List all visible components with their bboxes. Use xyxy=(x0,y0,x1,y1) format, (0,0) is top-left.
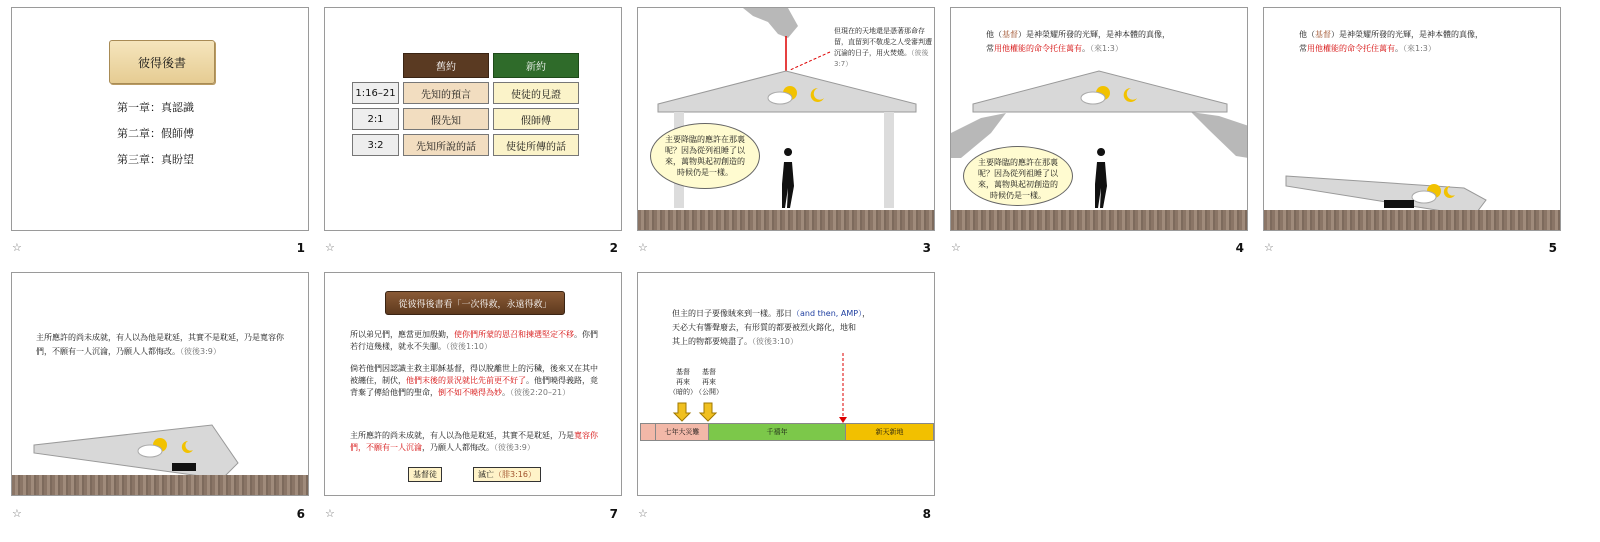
christ-text: 基督 xyxy=(1002,30,1018,39)
chapter-3: 第三章：真盼望 xyxy=(117,153,194,166)
cloud-icon xyxy=(138,445,162,457)
text-part: 他（ xyxy=(1299,30,1315,39)
collapsed-roof-illustration xyxy=(12,273,309,496)
text-part: 。 xyxy=(1082,44,1090,53)
event-line: 再來 xyxy=(702,378,716,386)
verse-ref: （彼後3:9） xyxy=(180,347,221,356)
ground xyxy=(1264,210,1560,230)
text-part: 他（ xyxy=(986,30,1002,39)
row-new: 使徒所傳的話 xyxy=(493,134,579,156)
row-new: 假師傅 xyxy=(493,108,579,130)
row-ref: 3:2 xyxy=(352,134,399,156)
header-old-testament xyxy=(403,53,489,78)
transition-star-icon[interactable]: ☆ xyxy=(12,507,22,520)
crushed-figure-icon xyxy=(1384,200,1414,208)
slide-number: 8 xyxy=(922,507,931,521)
text-part: 。 xyxy=(1395,44,1403,53)
fallen-roof-slab xyxy=(34,425,238,479)
pillar-right xyxy=(884,112,894,208)
down-arrow-icon xyxy=(674,403,690,421)
pointer-arrow xyxy=(790,52,830,70)
transition-star-icon[interactable]: ☆ xyxy=(951,241,961,254)
cloud-icon xyxy=(1412,191,1436,203)
paragraph-1 xyxy=(350,329,600,353)
slide-8-thumbnail[interactable] xyxy=(637,272,935,496)
text-part: 所以弟兄們，應當更加殷勤， xyxy=(350,330,454,339)
event-line: （暗的） xyxy=(669,388,697,396)
text-part: 。 xyxy=(502,388,510,397)
slide-number: 1 xyxy=(296,241,305,255)
row-old: 先知的預言 xyxy=(403,82,489,104)
row-new: 使徒的見證 xyxy=(493,82,579,104)
row-old: 假先知 xyxy=(403,108,489,130)
tag-perish xyxy=(473,467,541,482)
right-hand-icon xyxy=(1191,112,1248,158)
event-line: （公開） xyxy=(695,388,723,396)
text-part: ，乃願人人都悔改。 xyxy=(422,443,494,452)
text-part: 但主的日子要像賊來到一樣。那日 xyxy=(672,309,792,318)
slide-1-thumbnail[interactable] xyxy=(11,7,309,231)
title-scroll xyxy=(109,40,215,84)
event-line: 基督 xyxy=(676,368,690,376)
verse-ref: （彼後1:10） xyxy=(446,342,492,351)
timeline-bar xyxy=(640,423,934,441)
text-part: ， xyxy=(862,309,871,318)
ground xyxy=(12,475,308,495)
transition-star-icon[interactable]: ☆ xyxy=(638,241,648,254)
header-new-label: 新約 xyxy=(526,62,546,73)
man-silhouette-icon xyxy=(1095,148,1107,208)
hand-icon xyxy=(743,8,798,38)
slide-4-thumbnail[interactable] xyxy=(950,7,1248,231)
title-banner: 從彼得後書看「一次得救，永遠得救」 xyxy=(385,291,565,315)
chapter-2: 第二章：假師傅 xyxy=(117,127,194,140)
paragraph-3 xyxy=(350,430,600,454)
text-part: ）是神榮耀所發的光輝，是神本體的真像， xyxy=(1331,30,1483,39)
verse-body: 主所應許的尚未成就，有人以為他是耽延，其實不是耽延，乃是寬容你們，不願有一人沉淪，乃願人人都悔改。 xyxy=(36,333,284,356)
slide-number: 2 xyxy=(609,241,618,255)
cloud-icon xyxy=(768,92,792,104)
slide-number: 5 xyxy=(1548,241,1557,255)
ground xyxy=(638,210,934,230)
quote-text: 但現在的天地還是憑著那命存留，直留到不敬虔之人受審判遭沉淪的日子，用火焚燒。 xyxy=(834,27,932,57)
slide-6-thumbnail[interactable] xyxy=(11,272,309,496)
slide-5-thumbnail[interactable] xyxy=(1263,7,1561,231)
transition-star-icon[interactable]: ☆ xyxy=(638,507,648,520)
slide-number: 3 xyxy=(922,241,931,255)
text-part: 其上的物都要燒盡了。 xyxy=(672,337,752,346)
header-old-label: 舊約 xyxy=(436,62,456,73)
verse-ref: （來1:3） xyxy=(1403,44,1436,53)
slide-3-thumbnail[interactable] xyxy=(637,7,935,231)
cloud-icon xyxy=(1081,92,1105,104)
text-part: 常 xyxy=(1299,44,1307,53)
chapter-1: 第一章：真認識 xyxy=(117,101,194,114)
header-new-testament xyxy=(493,53,579,78)
row-ref: 2:1 xyxy=(352,108,399,130)
segment-tribulation: 七年大災難 xyxy=(656,424,709,440)
man-silhouette-icon xyxy=(782,148,794,208)
text-part: 倘若他們因認識主救主耶穌基督，得以脫離世上的污穢，後來又在其中被纏住，制伏， xyxy=(350,364,598,385)
highlight-text: 用他權能的命令托住萬有 xyxy=(994,44,1082,53)
text-part: 。你們若行這幾樣，就永不失腳。 xyxy=(350,330,598,351)
transition-star-icon[interactable]: ☆ xyxy=(12,241,22,254)
transition-star-icon[interactable]: ☆ xyxy=(325,507,335,520)
verse-ref: （來1:3） xyxy=(1090,44,1123,53)
highlight-text: 用他權能的命令托住萬有 xyxy=(1307,44,1395,53)
slide-number: 7 xyxy=(609,507,618,521)
tag-label: 滅亡 xyxy=(478,470,494,479)
collapsed-roof-illustration xyxy=(1264,8,1561,231)
verse-quote xyxy=(834,26,934,70)
highlight-text: 使你們所蒙的恩召和揀選堅定不移 xyxy=(454,330,574,339)
down-arrow-icon xyxy=(700,403,716,421)
slide-2-thumbnail[interactable] xyxy=(324,7,622,231)
segment-new-heavens: 新天新地 xyxy=(846,424,933,440)
tag-ref: （腓3:16） xyxy=(494,470,536,479)
amp-text: （and then, AMP） xyxy=(792,309,863,318)
tag-christian: 基督徒 xyxy=(408,467,442,482)
paragraph-2 xyxy=(350,363,600,399)
text-part: 主所應許的尚未成就，有人以為他是耽延，其實不是耽延，乃是 xyxy=(350,431,574,440)
timeline-arrows xyxy=(638,273,935,496)
slide-number: 4 xyxy=(1235,241,1244,255)
book-title: 彼得後書 xyxy=(137,55,186,70)
event-line: 基督 xyxy=(702,368,716,376)
verse-ref: （彼後3:9） xyxy=(494,443,535,452)
quote-ref: （彼後3:7） xyxy=(834,49,929,68)
slide-7-thumbnail[interactable] xyxy=(324,272,622,496)
transition-star-icon[interactable]: ☆ xyxy=(1264,241,1274,254)
text-part: 。他們曉得義路，竟背棄了傳給他們的聖命， xyxy=(350,376,598,397)
transition-star-icon[interactable]: ☆ xyxy=(325,241,335,254)
row-ref: 1:16–21 xyxy=(352,82,399,104)
thought-cloud: 主要降臨的應許在那裏呢？因為從列祖睡了以來，萬物與起初創造的時候仍是一樣。 xyxy=(963,146,1073,206)
highlight-text: 寬容你們，不願有一人沉淪 xyxy=(350,431,598,452)
segment-millennium: 千禧年 xyxy=(709,424,846,440)
christ-text: 基督 xyxy=(1315,30,1331,39)
slide-number: 6 xyxy=(296,507,305,521)
thought-cloud: 主要降臨的應許在那裏呢？因為從列祖睡了以來，萬物與起初創造的時候仍是一樣。 xyxy=(650,123,760,189)
verse-ref: （彼後2:20–21） xyxy=(510,388,571,397)
crushed-figure-icon xyxy=(172,463,196,471)
ground xyxy=(951,210,1247,230)
highlight-text: 他們末後的景況就比先前更不好了 xyxy=(406,376,526,385)
event-line: 再來 xyxy=(676,378,690,386)
text-part: ）是神榮耀所發的光輝，是神本體的真像， xyxy=(1018,30,1170,39)
segment-pre xyxy=(641,424,656,440)
row-old: 先知所說的話 xyxy=(403,134,489,156)
text-part: 天必大有響聲廢去，有形質的都要被烈火鎔化，地和 xyxy=(672,323,856,332)
text-part: 常 xyxy=(986,44,994,53)
highlight-text: 倒不如不曉得為妙 xyxy=(438,388,502,397)
verse-ref: （彼後3:10） xyxy=(752,337,798,346)
